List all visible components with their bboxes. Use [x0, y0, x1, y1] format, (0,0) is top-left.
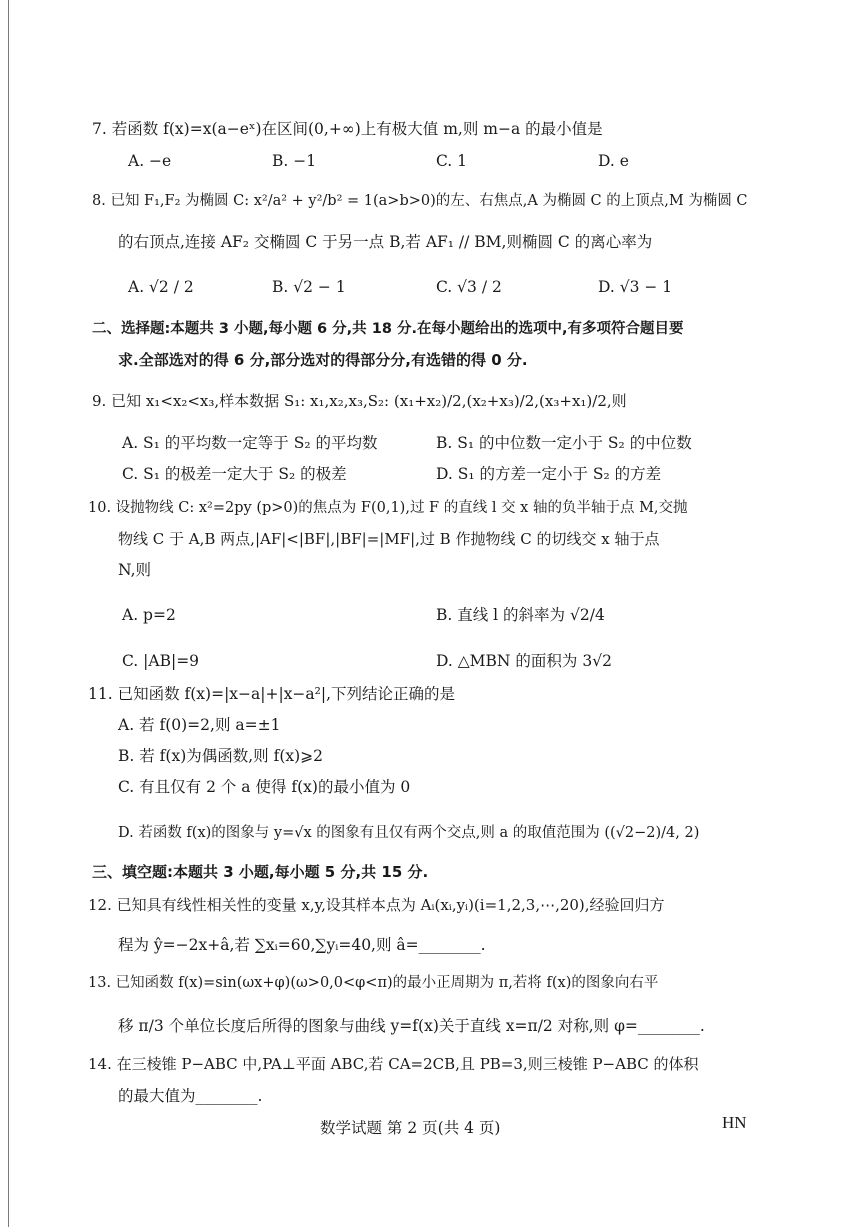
q8-option-a: A. √2 / 2 — [128, 278, 194, 296]
q11-option-a: A. 若 f(0)=2,则 a=±1 — [118, 716, 281, 734]
section2-heading: 二、选择题:本题共 3 小题,每小题 6 分,共 18 分.在每小题给出的选项中,有多项符合题目要 — [92, 321, 684, 337]
q12-line2: 程为 ŷ=−2x+â,若 ∑xᵢ=60,∑yᵢ=40,则 â=________. — [118, 936, 486, 954]
q10-line1: 10. 设抛物线 C: x²=2py (p>0)的焦点为 F(0,1),过 F 的直线 l 交 x 轴的负半轴于点 M,交抛 — [88, 500, 688, 516]
page-edge-rule — [8, 0, 9, 1227]
q7-stem: 7. 若函数 f(x)=x(a−eˣ)在区间(0,+∞)上有极大值 m,则 m−a 的最小值是 — [92, 120, 603, 138]
q10-option-a: A. p=2 — [122, 606, 176, 624]
q11-option-d: D. 若函数 f(x)的图象与 y=√x 的图象有且仅有两个交点,则 a 的取值范围为 ((√2−2)/4, 2) — [118, 825, 700, 841]
q9-option-a: A. S₁ 的平均数一定等于 S₂ 的平均数 — [122, 434, 378, 452]
page-footer-code: HN — [722, 1113, 747, 1132]
q9-stem: 9. 已知 x₁<x₂<x₃,样本数据 S₁: x₁,x₂,x₃,S₂: (x₁+x₂)/2,(x₂+x₃)/2,(x₃+x₁)/2,则 — [92, 392, 627, 410]
q7-option-a: A. −e — [128, 152, 172, 170]
q10-option-c: C. |AB|=9 — [122, 652, 200, 670]
q7-option-d: D. e — [598, 152, 629, 170]
q10-option-d: D. △MBN 的面积为 3√2 — [436, 652, 612, 670]
q13-line2: 移 π/3 个单位长度后所得的图象与曲线 y=f(x)关于直线 x=π/2 对称,则 φ=________. — [118, 1017, 705, 1035]
q11-option-b: B. 若 f(x)为偶函数,则 f(x)⩾2 — [118, 747, 324, 765]
q8-option-d: D. √3 − 1 — [598, 278, 673, 296]
q9-option-d: D. S₁ 的方差一定小于 S₂ 的方差 — [436, 465, 662, 483]
q7-option-b: B. −1 — [272, 152, 317, 170]
q8-option-b: B. √2 − 1 — [272, 278, 346, 296]
q10-line2: 物线 C 于 A,B 两点,|AF|<|BF|,|BF|=|MF|,过 B 作抛物线 C 的切线交 x 轴于点 — [118, 530, 660, 548]
q9-option-c: C. S₁ 的极差一定大于 S₂ 的极差 — [122, 465, 347, 483]
q13-line1: 13. 已知函数 f(x)=sin(ωx+φ)(ω>0,0<φ<π)的最小正周期为 π,若将 f(x)的图象向右平 — [88, 975, 659, 991]
q9-option-b: B. S₁ 的中位数一定小于 S₂ 的中位数 — [436, 434, 692, 452]
q11-option-c: C. 有且仅有 2 个 a 使得 f(x)的最小值为 0 — [118, 778, 411, 796]
q8-option-c: C. √3 / 2 — [436, 278, 502, 296]
section2-heading-cont: 求.全部选对的得 6 分,部分选对的得部分分,有选错的得 0 分. — [118, 351, 528, 369]
q11-stem: 11. 已知函数 f(x)=|x−a|+|x−a²|,下列结论正确的是 — [88, 685, 456, 703]
q14-line1: 14. 在三棱锥 P−ABC 中,PA⊥平面 ABC,若 CA=2CB,且 PB=3,则三棱锥 P−ABC 的体积 — [88, 1055, 699, 1073]
section3-heading: 三、填空题:本题共 3 小题,每小题 5 分,共 15 分. — [92, 863, 429, 881]
q8-line1: 8. 已知 F₁,F₂ 为椭圆 C: x²/a² + y²/b² = 1(a>b>0)的左、右焦点,A 为椭圆 C 的上顶点,M 为椭圆 C — [92, 193, 748, 209]
q14-line2: 的最大值为________. — [118, 1087, 263, 1105]
q7-option-c: C. 1 — [436, 152, 468, 170]
q8-line2: 的右顶点,连接 AF₂ 交椭圆 C 于另一点 B,若 AF₁ // BM,则椭圆 C 的离心率为 — [118, 233, 653, 251]
q12-line1: 12. 已知具有线性相关性的变量 x,y,设其样本点为 Aᵢ(xᵢ,yᵢ)(i=1,2,3,⋯,20),经验回归方 — [88, 896, 665, 914]
page-footer-title: 数学试题 第 2 页(共 4 页) — [320, 1119, 501, 1137]
q10-option-b: B. 直线 l 的斜率为 √2/4 — [436, 606, 605, 624]
q10-line3: N,则 — [118, 561, 151, 579]
